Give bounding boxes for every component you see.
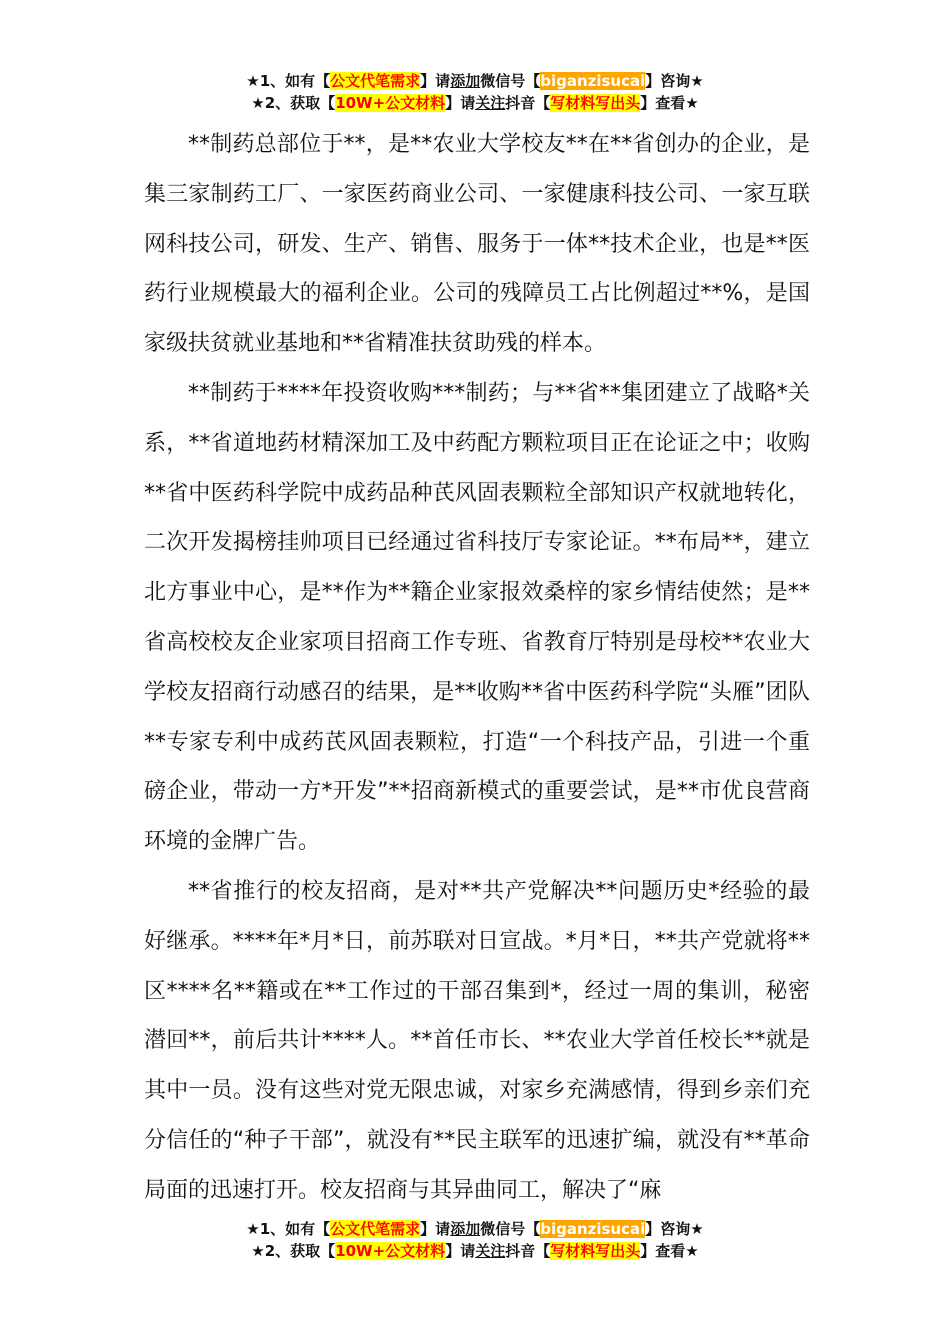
banner-line-1: ★1、如有【公文代笔需求】请添加微信号【biganzisucai】咨询★ xyxy=(246,72,704,90)
wechat-id-highlight: biganzisucai xyxy=(540,72,646,90)
banner-line-2: ★2、获取【10W+公文材料】请关注抖音【写材料写出头】查看★ xyxy=(251,94,699,112)
footer-banner xyxy=(0,1218,950,1262)
document-body xyxy=(144,120,810,1216)
service-highlight: 公文代笔需求 xyxy=(330,72,421,90)
wechat-id-highlight: biganzisucai xyxy=(540,1220,646,1238)
materials-highlight: 10W+公文材料 xyxy=(335,1242,446,1260)
douyin-highlight: 写材料写出头 xyxy=(550,94,641,112)
materials-highlight: 10W+公文材料 xyxy=(335,94,446,112)
paragraph-2: **制药于****年投资收购***制药；与**省**集团建立了战略*关系，**省道地药材精深加工及中药配方颗粒项目正在论证之中；收购**省中医药科学院中成药品种芪风固表颗粒全部知识产权就地转化，二次开发揭榜挂帅项目已经通过省科技厅专家论证。**布局**，建立北方事业中心，是**作为**籍企业家报效桑梓的家乡情结使然；是**省高校校友企业家项目招商工作专班、省教育厅特别是母校**农业大学校友招商行动感召的结果，是**收购**省中医药科学院“头雁”团队**专家专利中成药芪风固表颗粒，打造“一个科技产品，引进一个重磅企业，带动一方*开发”**招商新模式的重要尝试，是**市优良营商环境的金牌广告。 xyxy=(144,380,810,855)
service-highlight: 公文代笔需求 xyxy=(330,1220,421,1238)
douyin-highlight: 写材料写出头 xyxy=(550,1242,641,1260)
header-banner xyxy=(0,70,950,114)
footer-line-1: ★1、如有【公文代笔需求】请添加微信号【biganzisucai】咨询★ xyxy=(246,1220,704,1238)
paragraph-3: **省推行的校友招商，是对**共产党解决**问题历史*经验的最好继承。****年*月*日，前苏联对日宣战。*月*日，**共产党就将**区****名**籍或在**工作过的干部召集到*，经过一周的集训，秘密潜回**，前后共计****人。**首任市长、**农业大学首任校长**就是其中一员。没有这些对党无限忠诚，对家乡充满感情，得到乡亲们充分信任的“种子干部”，就没有**民主联军的迅速扩编，就没有**革命局面的迅速打开。校友招商与其异曲同工，解决了“麻 xyxy=(144,878,810,1203)
footer-line-2: ★2、获取【10W+公文材料】请关注抖音【写材料写出头】查看★ xyxy=(251,1242,699,1260)
paragraph-1: **制药总部位于**，是**农业大学校友**在**省创办的企业，是集三家制药工厂、一家医药商业公司、一家健康科技公司、一家互联网科技公司，研发、生产、销售、服务于一体**技术企业，也是**医药行业规模最大的福利企业。公司的残障员工占比例超过**%，是国家级扶贫就业基地和**省精准扶贫助残的样本。 xyxy=(144,132,810,357)
